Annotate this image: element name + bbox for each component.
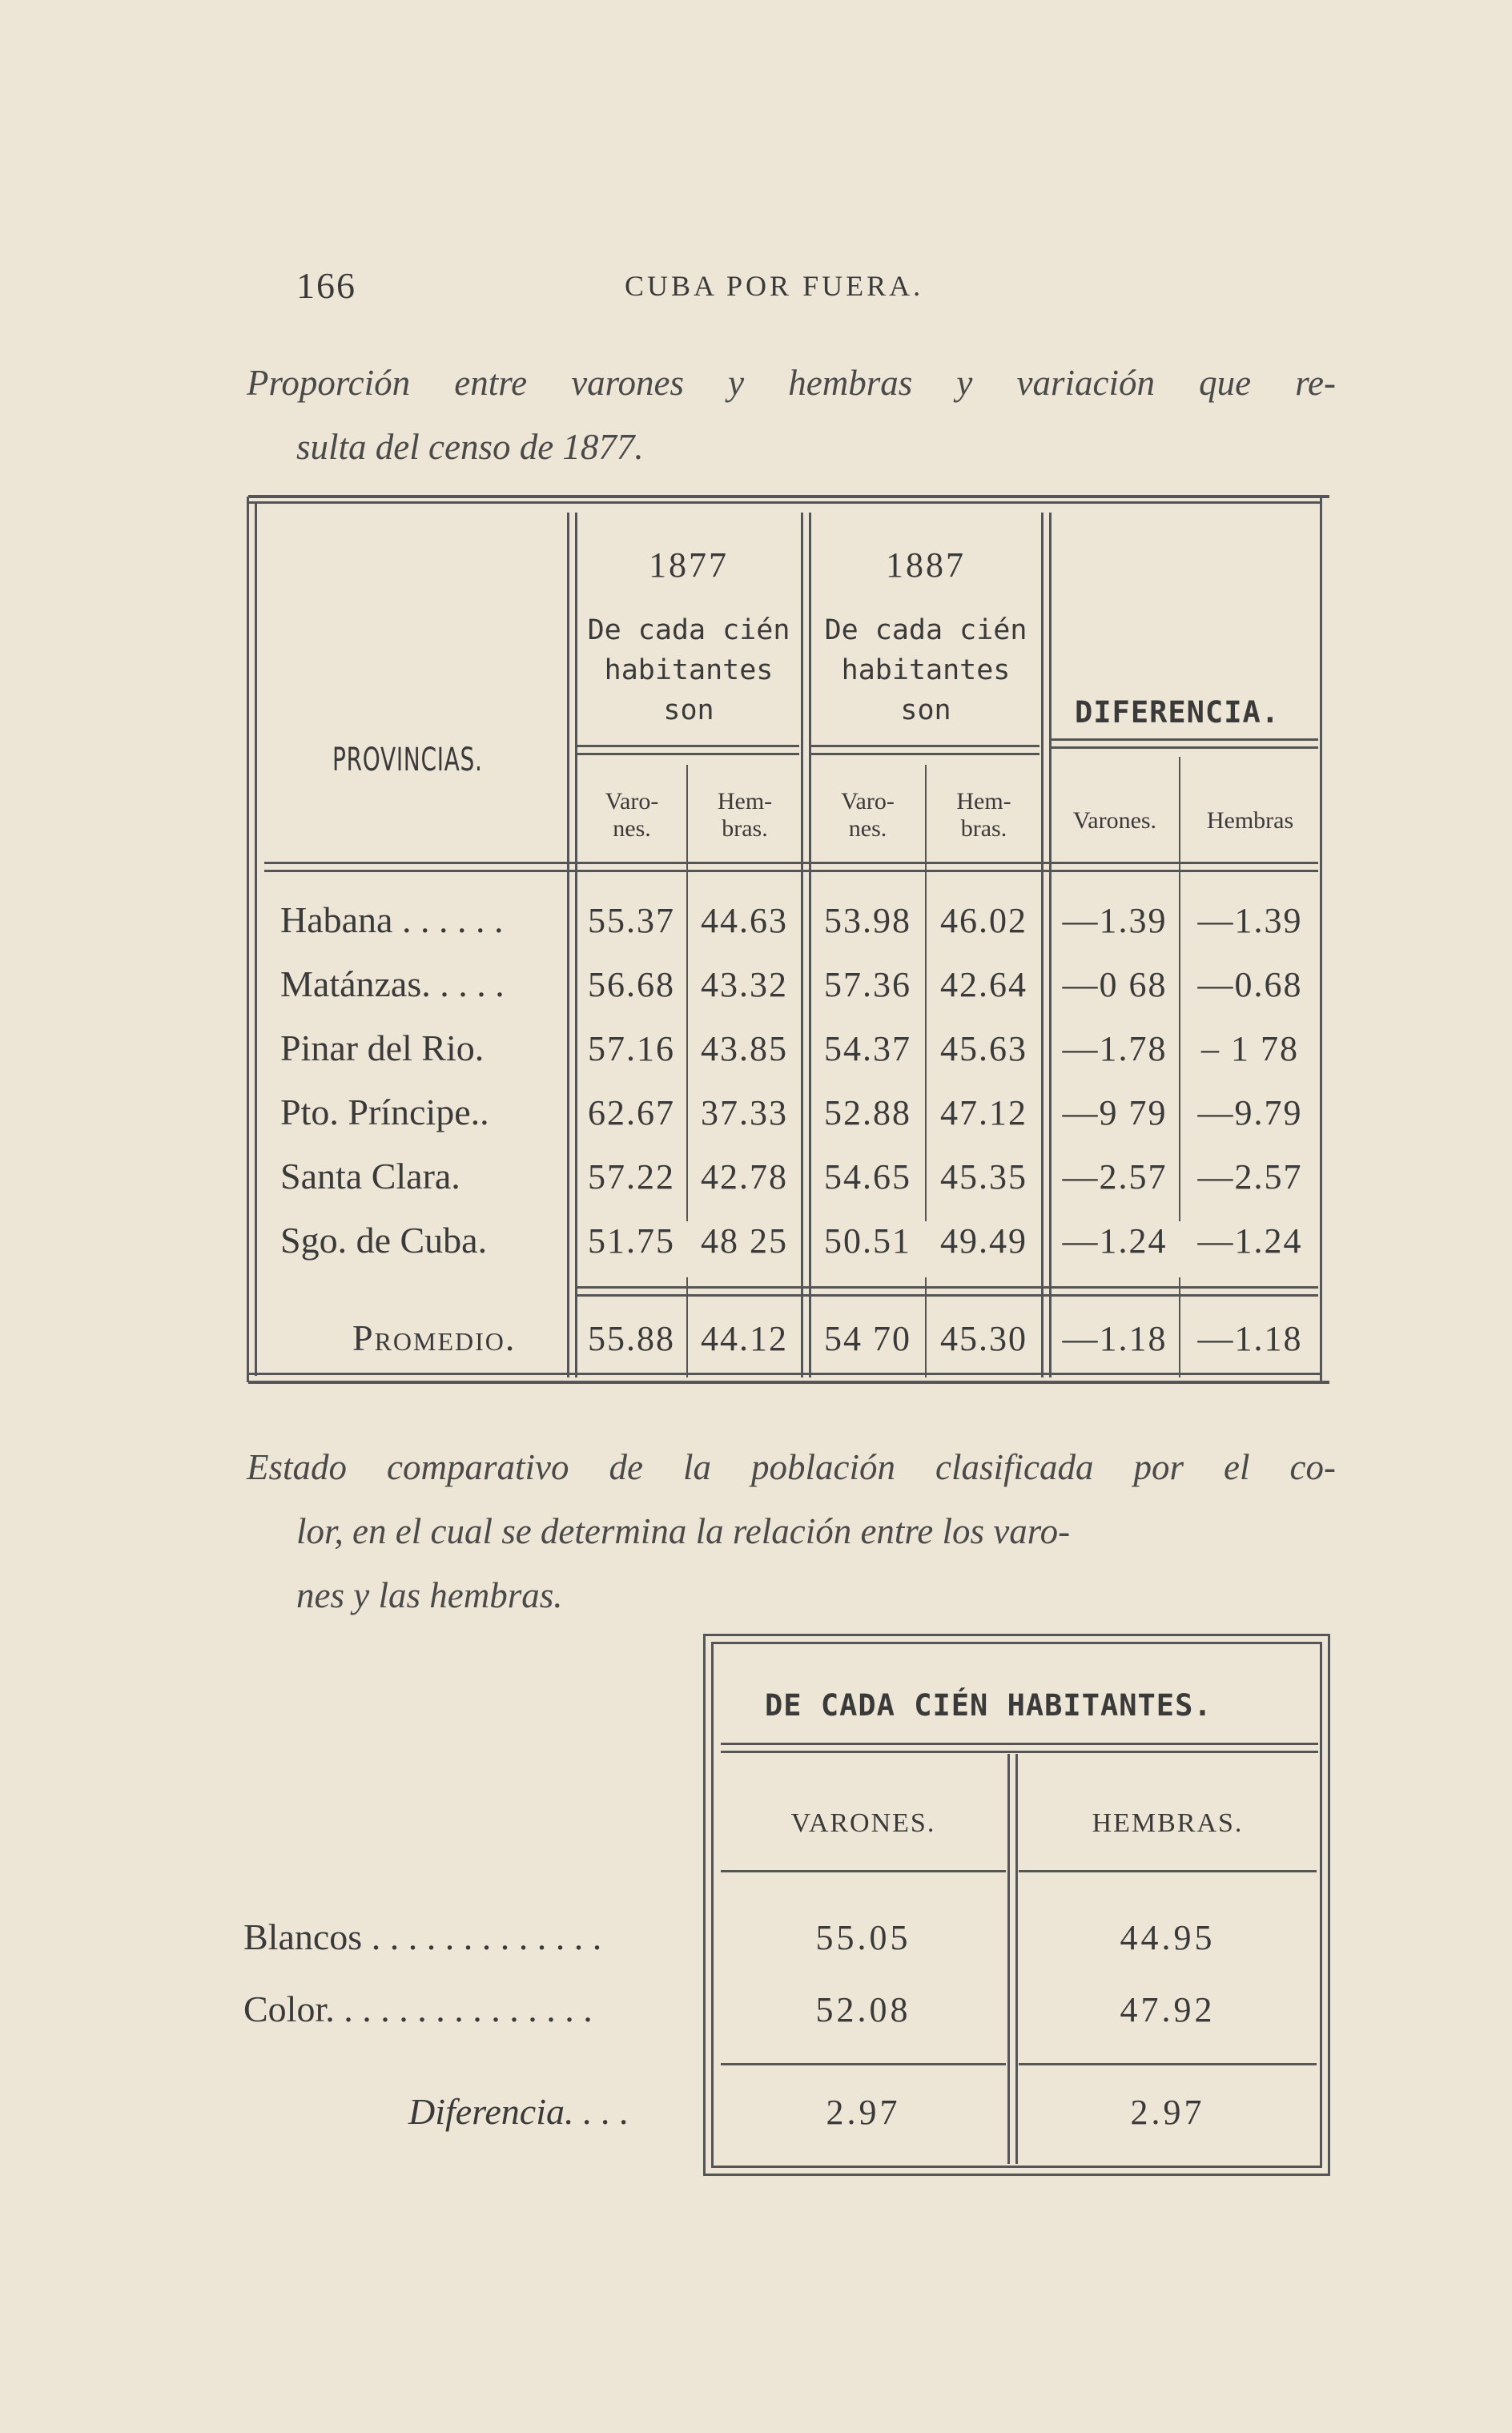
sub-label-line: habitantes [604,654,774,686]
value-cell: —1.39 [1062,901,1168,940]
table-rule [1019,1870,1317,1872]
value-cell: 45.63 [940,1029,1027,1068]
value-cell: 47.12 [940,1093,1027,1132]
table-rule [248,1373,1321,1375]
dif-hembras-header: Hembras [1206,807,1294,834]
table-rule [703,1634,1329,1636]
value-cell: —1.18 [1197,1319,1303,1358]
value-cell: 54.37 [824,1029,911,1068]
value-cell: —1.18 [1062,1319,1168,1358]
sub-label-line: De cada cién [587,614,790,646]
value-cell: —1.24 [1197,1221,1303,1261]
value-cell: —9 79 [1062,1093,1168,1132]
value-cell: 2.97 [1130,2093,1205,2132]
table-rule [721,2063,1006,2065]
table-rule [1320,497,1322,1382]
value-cell: 50.51 [824,1221,911,1261]
table-rule [1051,746,1318,749]
value-cell: 52.08 [815,1990,911,2029]
caption-line: sulta del censo de 1877. [296,427,644,467]
value-cell: 46.02 [940,901,1027,940]
row-label: Blancos . . . . . . . . . . . . . [243,1916,602,1957]
page-number: 166 [296,265,356,306]
value-cell: 2.97 [826,2093,901,2132]
province-name: Pinar del Rio. [280,1027,485,1068]
sub-label-line: son [663,694,714,726]
table-rule [703,2174,1329,2176]
per-hundred-1877 [577,610,801,730]
table-rule [711,1642,1321,1644]
table-rule [711,2166,1321,2168]
value-cell: —0.68 [1197,965,1303,1004]
value-cell: —1.78 [1062,1029,1168,1068]
value-cell: —0 68 [1062,965,1168,1004]
value-cell: 51.75 [588,1221,675,1261]
value-cell: 54 70 [824,1319,911,1358]
caption-line: Estado comparativo de la población clasificada por el co- [247,1447,1336,1487]
label-line: bras. [722,815,768,842]
value-cell: 49.49 [940,1221,1027,1261]
value-cell: 43.32 [701,965,788,1004]
table-rule [721,1870,1006,1872]
table-rule [248,1381,1329,1384]
value-cell: 54.65 [824,1157,911,1196]
color-population-table [232,1626,1337,2186]
row-label: Color. . . . . . . . . . . . . . . [243,1989,593,2029]
value-cell: – 1 78 [1201,1029,1299,1068]
value-cell: 55.88 [588,1319,675,1358]
label-line: bras. [960,815,1007,842]
promedio-label: Promedio. [352,1317,517,1358]
table-rule [1007,1754,1010,2164]
table-rule [577,1286,1318,1289]
table-rule [255,503,257,1376]
table-rule [248,495,1329,498]
varones-1877-header [577,788,687,843]
table-rule [247,497,249,1382]
value-cell: —1.39 [1197,901,1303,940]
caption-line: Proporción entre varones y hembras y variación que re- [247,363,1336,403]
table-rule [1015,1754,1018,2164]
table-rule [567,513,569,1377]
label-line: Varo- [841,788,895,814]
label-line: nes. [613,815,651,842]
table-rule [577,745,799,747]
value-cell: 44.95 [1120,1918,1216,1957]
year-1877-header: 1877 [649,545,729,585]
table2-caption [247,1435,1336,1627]
table-rule [721,1743,1318,1745]
varones-header: VARONES. [790,1808,936,1838]
running-head [296,264,1345,312]
sub-label-line: De cada cién [824,614,1027,646]
label-line: Varo- [605,788,659,814]
table-rule [711,1642,714,2168]
table-rule [1019,2063,1317,2065]
table-rule [1041,513,1044,1377]
hembras-1887-header [927,788,1041,843]
value-cell: 45.35 [940,1157,1027,1196]
value-cell: 52.88 [824,1093,911,1132]
varones-1887-header [810,788,925,843]
year-1887-header: 1887 [886,545,966,585]
province-name: Pto. Príncipe.. [280,1092,489,1132]
province-name: Sgo. de Cuba. [280,1220,488,1261]
value-cell: —2.57 [1062,1157,1168,1196]
province-name: Santa Clara. [280,1156,460,1196]
value-cell: 55.37 [588,901,675,940]
value-cell: 57.22 [588,1157,675,1196]
table-rule [577,753,799,755]
table-rule [801,513,803,1377]
value-cell: 55.05 [815,1918,911,1957]
table-rule [577,1294,1318,1297]
sub-label-line: son [900,694,951,726]
value-cell: 37.33 [701,1093,788,1132]
table-rule [810,745,1040,747]
value-cell: —9.79 [1197,1093,1303,1132]
table2-header: DE CADA CIÉN HABITANTES. [765,1688,1212,1723]
table-rule [264,870,1318,872]
table1-caption [247,351,1336,479]
caption-line: nes y las hembras. [296,1575,563,1615]
value-cell: 47.92 [1120,1990,1216,2029]
value-cell: 43.85 [701,1029,788,1068]
table-rule [264,862,1318,864]
table-rule [1320,1642,1322,2168]
row-label: Diferencia. . . . [408,2091,629,2132]
sub-label-line: habitantes [841,654,1011,686]
value-cell: —2.57 [1197,1157,1303,1196]
table-rule [721,1751,1318,1753]
value-cell: 44.63 [701,901,788,940]
value-cell: 57.16 [588,1029,675,1068]
value-cell: —1.24 [1062,1221,1168,1261]
hembras-1877-header [689,788,801,843]
value-cell: 53.98 [824,901,911,940]
value-cell: 48 25 [701,1221,788,1261]
label-line: Hem- [717,788,773,814]
dif-varones-header: Varones. [1072,807,1157,834]
hembras-header: HEMBRAS. [1092,1808,1244,1838]
value-cell: 45.30 [940,1319,1027,1358]
province-name: Habana . . . . . . [280,899,504,940]
label-line: nes. [848,815,887,842]
table-rule [1051,738,1318,741]
table-rule [1328,1634,1330,2176]
value-cell: 56.68 [588,965,675,1004]
table-rule [703,1634,706,2176]
diferencia-header: DIFERENCIA. [1075,695,1281,730]
value-cell: 62.67 [588,1093,675,1132]
caption-line: lor, en el cual se determina la relación entre los varo- [296,1511,1071,1551]
label-line: Hem- [956,788,1011,814]
value-cell: 44.12 [701,1319,788,1358]
table-rule [248,501,1321,504]
value-cell: 42.64 [940,965,1027,1004]
book-title: CUBA POR FUERA. [625,270,924,302]
provincias-header: PROVINCIAS. [332,742,483,778]
table-rule [810,753,1040,755]
province-proportion-table [240,489,1329,1385]
province-name: Matánzas. . . . . [280,963,505,1004]
value-cell: 57.36 [824,965,911,1004]
per-hundred-1887 [810,610,1041,730]
value-cell: 42.78 [701,1157,788,1196]
